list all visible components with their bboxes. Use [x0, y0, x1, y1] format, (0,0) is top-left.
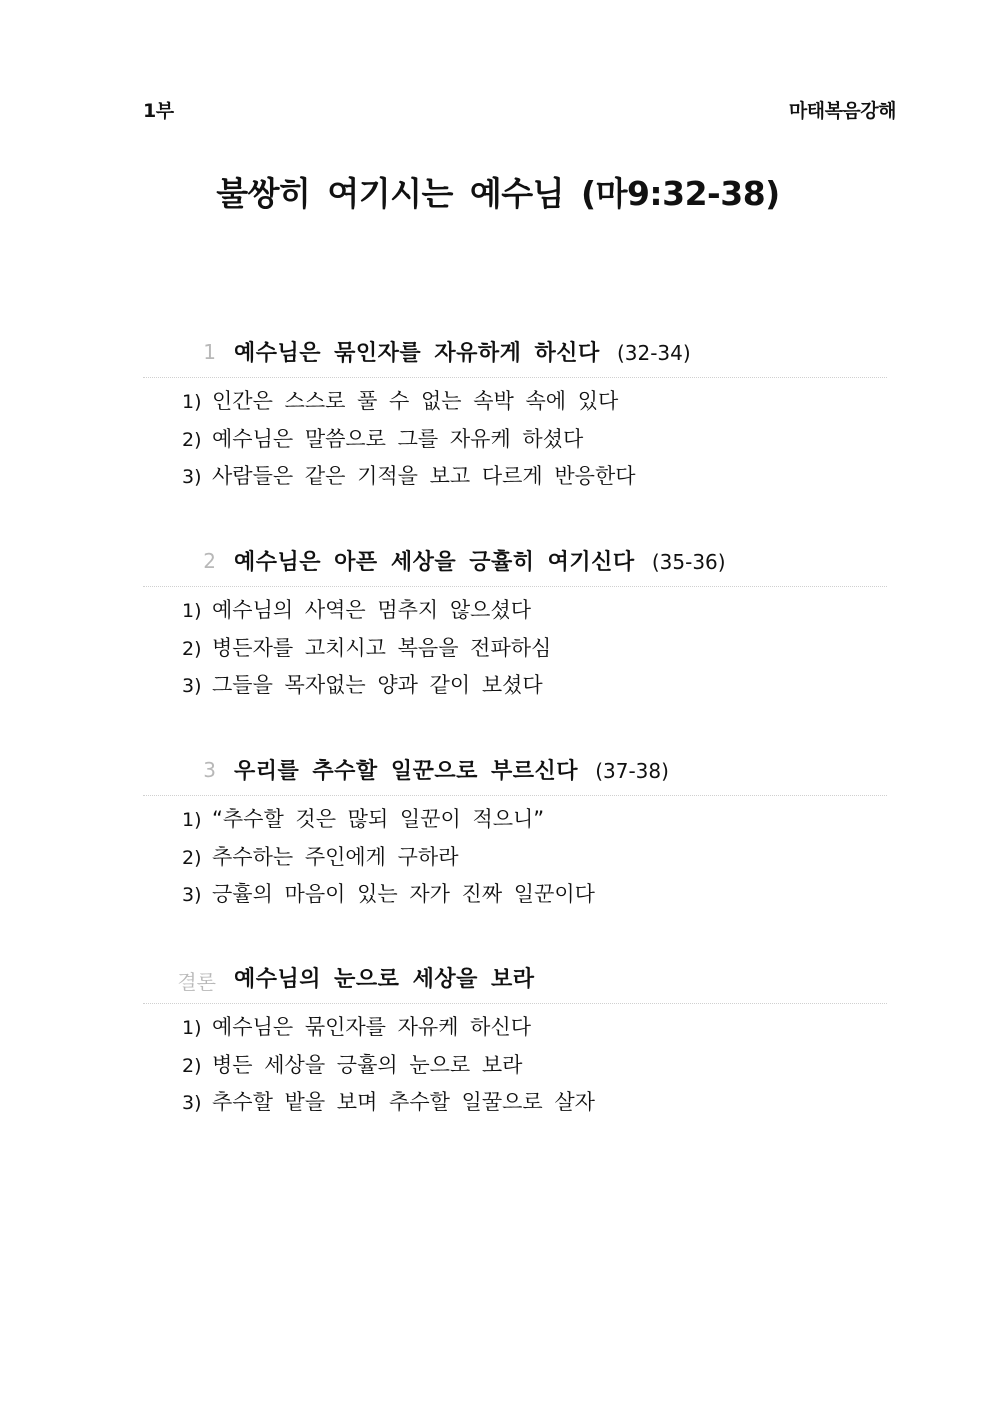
list-item — [182, 801, 595, 839]
point-list — [182, 801, 595, 914]
list-item — [182, 876, 595, 914]
sermon-title: 불쌍히 여기시는 예수님 (마9:32-38) — [216, 174, 780, 213]
series-title: 마태복음강해 — [788, 100, 896, 122]
item-text: 추수하는 주인에게 구하라 — [212, 844, 459, 869]
list-item — [182, 630, 551, 668]
section-number: 결론 — [177, 970, 216, 994]
list-item — [182, 1009, 595, 1047]
scripture-reference: (37-38) — [595, 759, 669, 783]
section-header — [0, 545, 996, 579]
section-heading-text: 우리를 추수할 일꾼으로 부르신다 — [234, 759, 579, 784]
section-divider — [143, 1003, 887, 1004]
item-number: 3) — [182, 884, 202, 906]
item-number: 1) — [182, 809, 202, 831]
item-number: 2) — [182, 1054, 202, 1077]
section-divider — [143, 795, 887, 796]
list-item — [182, 1047, 595, 1085]
part-label: 1부 — [143, 100, 174, 122]
item-number: 3) — [182, 1092, 202, 1114]
item-text: 긍휼의 마음이 있는 자가 진짜 일꾼이다 — [212, 882, 595, 906]
list-item — [182, 592, 551, 630]
item-number: 1) — [182, 600, 202, 622]
item-number: 2) — [182, 428, 202, 451]
section-number: 3 — [203, 758, 216, 782]
point-list — [182, 1009, 595, 1122]
list-item — [182, 383, 636, 421]
item-number: 3) — [182, 466, 202, 488]
item-text: 병든자를 고치시고 복음을 전파하심 — [212, 635, 552, 660]
section-number: 2 — [203, 549, 216, 573]
item-text: 예수님은 묶인자를 자유케 하신다 — [212, 1015, 532, 1039]
item-text: “추수할 것은 많되 일꾼이 적으니” — [212, 807, 545, 831]
section-heading — [234, 336, 691, 367]
point-list — [182, 383, 636, 496]
section-heading — [234, 754, 669, 785]
point-list — [182, 592, 551, 705]
section-heading-text: 예수님의 눈으로 세상을 보라 — [234, 967, 535, 992]
item-number: 3) — [182, 675, 202, 697]
section-heading — [234, 545, 726, 576]
list-item — [182, 667, 551, 705]
section-divider — [143, 586, 887, 587]
section-divider — [143, 377, 887, 378]
item-number: 2) — [182, 637, 202, 660]
section-header — [0, 754, 996, 788]
section-heading — [234, 962, 535, 993]
item-text: 추수할 밭을 보며 추수할 일꿀으로 살자 — [212, 1090, 595, 1114]
list-item — [182, 839, 595, 877]
list-item — [182, 421, 636, 459]
item-text: 병든 세상을 긍휼의 눈으로 보라 — [212, 1052, 523, 1077]
item-number: 2) — [182, 846, 202, 869]
section-number: 1 — [203, 340, 216, 364]
list-item — [182, 458, 636, 496]
item-text: 예수님의 사역은 멈추지 않으셨다 — [212, 598, 532, 622]
item-number: 1) — [182, 391, 202, 413]
item-text: 예수님은 말씀으로 그를 자유케 하셨다 — [212, 426, 584, 451]
scripture-reference: (35-36) — [651, 550, 726, 574]
item-text: 인간은 스스로 풀 수 없는 속박 속에 있다 — [212, 389, 619, 413]
section-heading-text: 예수님은 아픈 세상을 긍휼히 여기신다 — [234, 550, 635, 575]
item-number: 1) — [182, 1017, 202, 1039]
section-header — [0, 336, 996, 370]
scripture-reference: (32-34) — [616, 341, 691, 365]
section-heading-text: 예수님은 묶인자를 자유하게 하신다 — [234, 341, 600, 366]
item-text: 사람들은 같은 기적을 보고 다르게 반응한다 — [212, 464, 636, 488]
section-header — [0, 962, 996, 996]
item-text: 그들을 목자없는 양과 같이 보셨다 — [212, 673, 543, 697]
list-item — [182, 1084, 595, 1122]
